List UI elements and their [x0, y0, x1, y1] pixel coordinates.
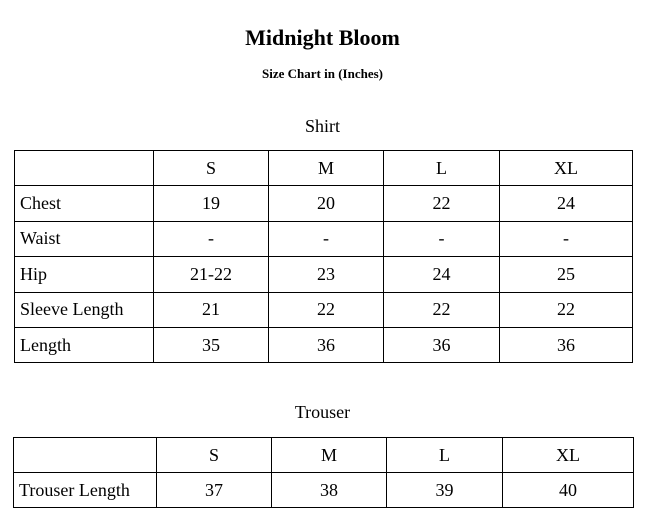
- size-header-m: M: [269, 151, 384, 186]
- table-header-row: [15, 151, 633, 186]
- header-corner-cell: [14, 438, 157, 473]
- row-label: Sleeve Length: [15, 292, 154, 327]
- size-header-l: L: [384, 151, 500, 186]
- size-header-m: M: [272, 438, 387, 473]
- table-cell: 39: [387, 473, 503, 508]
- size-header-l: L: [387, 438, 503, 473]
- row-label: Waist: [15, 221, 154, 256]
- page-subtitle: Size Chart in (Inches): [262, 66, 383, 81]
- shirt-size-table: [14, 150, 633, 363]
- table-cell: 40: [503, 473, 634, 508]
- table-cell: -: [384, 221, 500, 256]
- trouser-section-title: Trouser: [294, 402, 351, 422]
- table-cell: 22: [384, 186, 500, 221]
- row-label: Trouser Length: [14, 473, 157, 508]
- table-cell: 35: [154, 327, 269, 362]
- row-label: Hip: [15, 257, 154, 292]
- table-cell: 22: [269, 292, 384, 327]
- table-cell: 36: [269, 327, 384, 362]
- table-cell: -: [500, 221, 633, 256]
- table-row-trouser-length: [14, 473, 634, 508]
- table-cell: 19: [154, 186, 269, 221]
- table-cell: 23: [269, 257, 384, 292]
- table-row-length: [15, 327, 633, 362]
- table-cell: -: [154, 221, 269, 256]
- size-header-s: S: [154, 151, 269, 186]
- table-row-chest: [15, 186, 633, 221]
- table-cell: 20: [269, 186, 384, 221]
- table-cell: 24: [384, 257, 500, 292]
- table-cell: 24: [500, 186, 633, 221]
- shirt-section-title: Shirt: [304, 116, 340, 136]
- table-cell: 25: [500, 257, 633, 292]
- table-row-hip: [15, 257, 633, 292]
- table-header-row: [14, 438, 634, 473]
- table-cell: 22: [500, 292, 633, 327]
- table-cell: 37: [157, 473, 272, 508]
- table-cell: 21-22: [154, 257, 269, 292]
- table-row-waist: [15, 221, 633, 256]
- table-cell: 38: [272, 473, 387, 508]
- row-label: Chest: [15, 186, 154, 221]
- size-header-s: S: [157, 438, 272, 473]
- size-header-xl: XL: [500, 151, 633, 186]
- page-title: Midnight Bloom: [245, 25, 400, 50]
- table-cell: -: [269, 221, 384, 256]
- row-label: Length: [15, 327, 154, 362]
- table-cell: 21: [154, 292, 269, 327]
- table-cell: 36: [500, 327, 633, 362]
- table-cell: 22: [384, 292, 500, 327]
- table-cell: 36: [384, 327, 500, 362]
- header-corner-cell: [15, 151, 154, 186]
- trouser-size-table: [13, 437, 634, 508]
- size-header-xl: XL: [503, 438, 634, 473]
- table-row-sleeve-length: [15, 292, 633, 327]
